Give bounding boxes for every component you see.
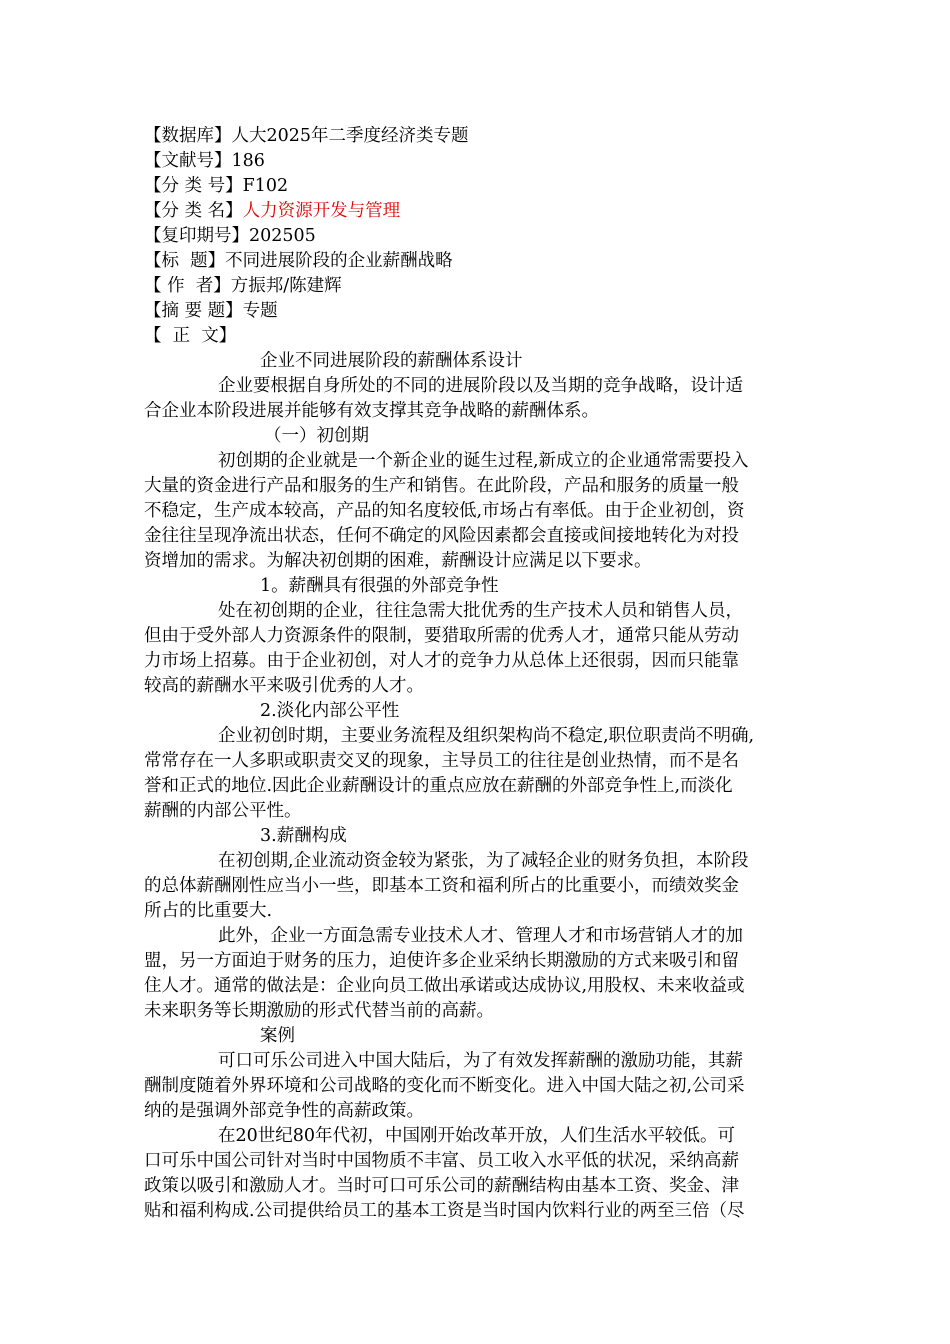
paragraph-line: 企业初创时期，主要业务流程及组织架构尚不稳定,职位职责尚不明确, xyxy=(218,726,755,746)
paragraph-line: 较高的薪酬水平来吸引优秀的人才。 xyxy=(144,676,424,696)
point1-heading: 1。薪酬具有很强的外部竞争性 xyxy=(260,576,499,596)
meta-abstract xyxy=(144,299,824,324)
paragraph-line: 盟，另一方面迫于财务的压力，迫使许多企业采纳长期激励的方式来吸引和留 xyxy=(144,951,739,971)
paragraph-line: 力市场上招募。由于企业初创，对人才的竞争力从总体上还很弱，因而只能靠 xyxy=(144,651,739,671)
paragraph-line: 不稳定，生产成本较高，产品的知名度较低,市场占有率低。由于企业初创，资 xyxy=(144,501,745,521)
meta-label: 【标 题】 xyxy=(144,251,226,271)
point2-heading: 2.淡化内部公平性 xyxy=(260,701,400,721)
meta-value: 不同进展阶段的企业薪酬战略 xyxy=(225,251,453,271)
meta-label: 【分 类 号】 xyxy=(144,176,243,196)
stage-heading: （一）初创期 xyxy=(264,426,369,446)
meta-value: 专题 xyxy=(242,301,278,321)
case-heading: 案例 xyxy=(260,1026,295,1046)
paragraph-line: 在初创期,企业流动资金较为紧张，为了减轻企业的财务负担，本阶段 xyxy=(218,851,749,871)
paragraph-line: 誉和正式的地位.因此企业薪酬设计的重点应放在薪酬的外部竞争性上,而淡化 xyxy=(144,776,733,796)
meta-class-name xyxy=(144,199,824,224)
paragraph-line: 处在初创期的企业，往往急需大批优秀的生产技术人员和销售人员， xyxy=(218,601,743,621)
meta-value: 人大2025年二季度经济类专题 xyxy=(231,126,469,146)
document-page xyxy=(144,124,824,1224)
meta-database xyxy=(144,124,824,149)
paragraph-line: 常常存在一人多职或职责交叉的现象，主导员工的往往是创业热情，而不是名 xyxy=(144,751,739,771)
meta-body-label xyxy=(144,324,824,349)
paragraph-line: 可口可乐公司进入中国大陆后，为了有效发挥薪酬的激励功能，其薪 xyxy=(218,1051,743,1071)
paragraph-line: 住人才。通常的做法是：企业向员工做出承诺或达成协议,用股权、未来收益或 xyxy=(144,976,745,996)
point3-paragraph-2 xyxy=(144,924,824,1024)
point3-heading: 3.薪酬构成 xyxy=(260,826,347,846)
paragraph-line: 酬制度随着外界环境和公司战略的变化而不断变化。进入中国大陆之初,公司采 xyxy=(144,1076,745,1096)
meta-issue xyxy=(144,224,824,249)
case-paragraph-2 xyxy=(144,1124,824,1224)
paragraph-line: 金往往呈现净流出状态，任何不确定的风险因素都会直接或间接地转化为对投 xyxy=(144,526,739,546)
meta-doc-number xyxy=(144,149,824,174)
meta-label: 【 作 者】 xyxy=(144,276,231,296)
meta-label: 【文献号】 xyxy=(144,151,232,171)
metadata-block xyxy=(144,124,824,349)
paragraph-line: 纳的是强调外部竞争性的高薪政策。 xyxy=(144,1101,424,1121)
meta-author xyxy=(144,274,824,299)
paragraph-line: 但由于受外部人力资源条件的限制，要猎取所需的优秀人才，通常只能从劳动 xyxy=(144,626,739,646)
case-paragraph-1 xyxy=(144,1049,824,1124)
point1-paragraph xyxy=(144,599,824,699)
intro-paragraph xyxy=(144,374,824,424)
meta-value: 202505 xyxy=(249,226,316,246)
paragraph-line: 此外，企业一方面急需专业技术人才、管理人才和市场营销人才的加 xyxy=(218,926,743,946)
paragraph-line: 所占的比重要大. xyxy=(144,901,273,921)
paragraph-line: 企业要根据自身所处的不同的进展阶段以及当期的竞争战略，设计适 xyxy=(218,376,743,396)
meta-value: 人力资源开发与管理 xyxy=(242,201,401,221)
meta-class-number xyxy=(144,174,824,199)
stage1-paragraph xyxy=(144,449,824,574)
meta-value: 方振邦/陈建辉 xyxy=(230,276,342,296)
meta-label: 【 正 文】 xyxy=(144,326,237,346)
section-title: 企业不同进展阶段的薪酬体系设计 xyxy=(260,351,523,371)
paragraph-line: 在20世纪80年代初，中国刚开始改革开放，人们生活水平较低。可 xyxy=(218,1126,736,1146)
paragraph-line: 口可乐中国公司针对当时中国物质不丰富、员工收入水平低的状况，采纳高薪 xyxy=(144,1151,739,1171)
meta-label: 【分 类 名】 xyxy=(144,201,243,221)
meta-label: 【数据库】 xyxy=(144,126,232,146)
paragraph-line: 政策以吸引和激励人才。当时可口可乐公司的薪酬结构由基本工资、奖金、津 xyxy=(144,1176,739,1196)
paragraph-line: 贴和福利构成.公司提供给员工的基本工资是当时国内饮料行业的两至三倍（尽 xyxy=(144,1201,745,1221)
paragraph-line: 的总体薪酬刚性应当小一些，即基本工资和福利所占的比重要小，而绩效奖金 xyxy=(144,876,739,896)
paragraph-line: 初创期的企业就是一个新企业的诞生过程,新成立的企业通常需要投入 xyxy=(218,451,749,471)
point3-paragraph xyxy=(144,849,824,924)
paragraph-line: 资增加的需求。为解决初创期的困难，薪酬设计应满足以下要求。 xyxy=(144,551,652,571)
paragraph-line: 薪酬的内部公平性。 xyxy=(144,801,302,821)
paragraph-line: 未来职务等长期激励的形式代替当前的高薪。 xyxy=(144,1001,494,1021)
paragraph-line: 合企业本阶段进展并能够有效支撑其竞争战略的薪酬体系。 xyxy=(144,401,599,421)
meta-value: F102 xyxy=(242,176,289,196)
meta-label: 【摘 要 题】 xyxy=(144,301,243,321)
meta-title xyxy=(144,249,824,274)
meta-value: 186 xyxy=(231,151,265,171)
point2-paragraph xyxy=(144,724,824,824)
meta-label: 【复印期号】 xyxy=(144,226,249,246)
paragraph-line: 大量的资金进行产品和服务的生产和销售。在此阶段，产品和服务的质量一般 xyxy=(144,476,739,496)
